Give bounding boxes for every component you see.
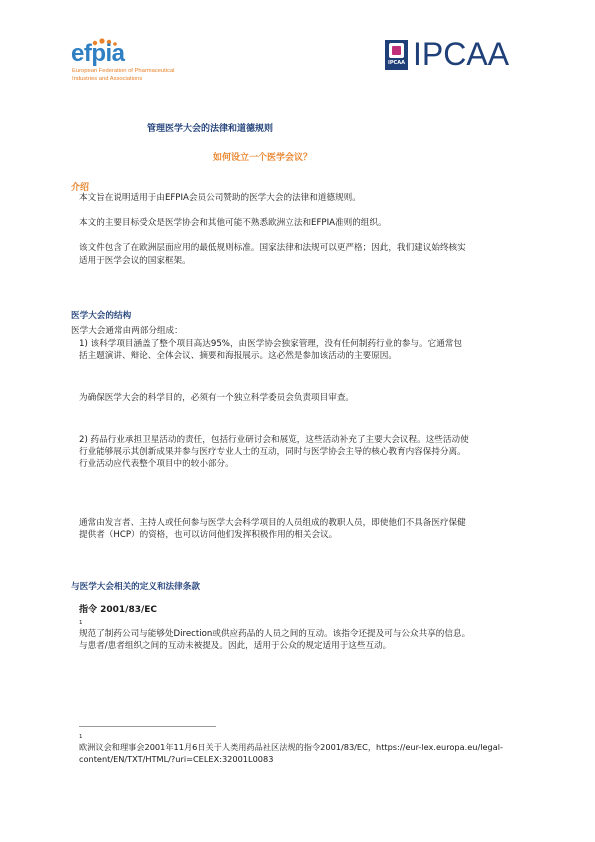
efpia-wordmark: efpia — [71, 40, 125, 67]
directive-heading: 指令 2001/83/EC — [79, 605, 158, 615]
structure-hcp-line1: 通常由发言者、主持人或任何参与医学大会科学项目的人员组成的教职人员，即使他们不具备医疗保健 — [79, 518, 466, 528]
structure-review-paragraph: 为确保医学大会的科学目的，必须有一个独立科学委员会负责项目审查。 — [79, 393, 355, 403]
intro-paragraph-1: 本文旨在说明适用于由EFPIA会员公司赞助的医学大会的法律和道德规则。 — [79, 193, 361, 203]
document-subtitle: 如何设立一个医学会议？ — [213, 153, 313, 163]
efpia-tagline-line1: European Federation of Pharmaceutical — [72, 68, 175, 74]
structure-item-1-line2: 括主题演讲、辩论、全体会议、摘要和海报展示。这必然是参加该活动的主要原因。 — [79, 351, 397, 361]
footnote-divider — [79, 726, 216, 727]
efpia-tagline-line2: Industries and Associations — [72, 76, 143, 82]
structure-item-1-line1: 1) 该科学项目涵盖了整个项目高达95%，由医学协会独家管理，没有任何制药行业的参与。它通常包 — [79, 339, 462, 349]
footnote-line1[interactable]: 欧洲议会和理事会2001年11月6日关于人类用药品社区法规的指令2001/83/EC，https://eur-lex.europa.eu/legal- — [79, 742, 503, 752]
efpia-logo — [71, 37, 251, 89]
ipcaa-wordmark: IPCAA — [413, 36, 510, 72]
intro-paragraph-3-line1: 该文件包含了在欧洲层面应用的最低规则标准。国家法律和法规可以更严格；因此，我们建议始终核实 — [79, 243, 466, 253]
structure-item-2-line2: 行业能够展示其创新成果并参与医疗专业人士的互动，同时与医学协会主导的核心教育内容保持分离。 — [79, 447, 466, 457]
intro-paragraph-2: 本文的主要目标受众是医学协会和其他可能不熟悉欧洲立法和EFPIA准则的组织。 — [79, 218, 387, 228]
ipcaa-emblem-label: IPCAA — [388, 60, 405, 66]
intro-heading: 介绍 — [71, 183, 90, 193]
directive-footnote-ref[interactable]: 1 — [79, 620, 83, 626]
directive-paragraph-line2: 与患者/患者组织之间的互动未被提及。因此，适用于公众的规定适用于这些互动。 — [79, 641, 392, 651]
structure-lead: 医学大会通常由两部分组成： — [71, 326, 183, 336]
document-title: 管理医学大会的法律和道德规则 — [147, 124, 274, 134]
ipcaa-emblem-icon — [385, 40, 408, 70]
structure-item-2-line3: 行业活动应代表整个项目中的较小部分。 — [79, 459, 234, 469]
directive-paragraph-line1: 规范了制药公司与能够处Direction或供应药品的人员之间的互动。该指令还提及可与公众共享的信息。 — [79, 629, 471, 639]
structure-hcp-line2: 提供者（HCP）的资格，也可以访问他们发挥积极作用的相关会议。 — [79, 530, 338, 540]
footnote-line2[interactable]: content/EN/TXT/HTML/?uri=CELEX:32001L0083 — [79, 754, 274, 764]
structure-heading: 医学大会的结构 — [71, 311, 132, 321]
structure-item-2-line1: 2) 药品行业承担卫星活动的责任，包括行业研讨会和展览，这些活动补充了主要大会议程。这些活动使 — [79, 435, 469, 445]
intro-paragraph-3-line2: 适用于医学会议的国家框架。 — [79, 256, 191, 266]
footnote-number: 1 — [79, 734, 83, 740]
legal-heading: 与医学大会相关的定义和法律条款 — [71, 582, 200, 592]
ipcaa-logo — [385, 36, 525, 72]
